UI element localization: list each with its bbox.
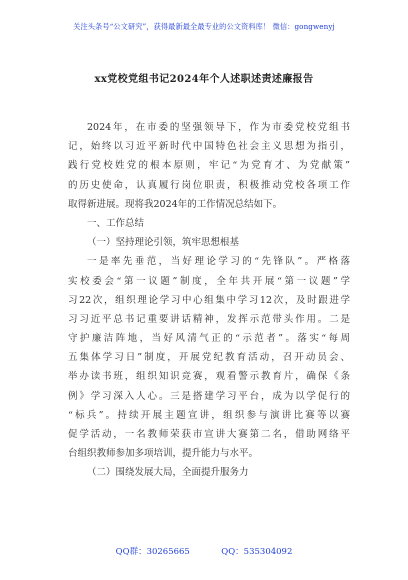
paragraph-line: 守护廉洁阵地，当好风清气正的“示范者”。落实“每周 [68, 333, 350, 345]
paragraph-line: 台组织教师参加多项培训，提升能力与水平。 [68, 448, 259, 460]
paragraph-line: 2024年，在市委的坚强领导下，作为市委党校党组书 [87, 122, 350, 133]
paragraph-line: 习22次，组织理论学习中心组集中学习12次，及时跟进学 [68, 294, 350, 306]
paragraph-line: 习习近平总书记重要讲话精神，发挥示范带头作用。二是 [68, 313, 350, 325]
paragraph-line: “标兵”。持续开展主题宣讲，组织参与演讲比赛等以赛 [68, 409, 350, 421]
paragraph-line: 举办读书班，组织知识竞赛，观看警示教育片，确保《条 [68, 371, 350, 383]
paragraph-line: 践行党校姓党的根本原则，牢记“为党育才、为党献策” [68, 160, 350, 172]
paragraph-line: 取得新进展。现将我2024年的工作情况总结如下。 [68, 198, 283, 210]
document-body [68, 118, 350, 483]
paragraph-line: 实校委会“第一议题”制度，全年共开展“第一议题”学 [68, 275, 350, 287]
paragraph-line: 五集体学习日”制度，开展党纪教育活动，召开动员会、 [68, 352, 350, 364]
header-banner[interactable]: 关注头条号“公文研究”，获得最新最全最专业的公文资料库！ 微信：gongwenyj [73, 22, 335, 31]
document-title: xx党校党组书记2024年个人述职述责述廉报告 [94, 74, 314, 85]
paragraph-line: 促学活动，一名教师荣获市宣讲大赛第二名，借助网络平 [68, 429, 350, 440]
subsection-heading: （二）围绕发展大局，全面提升服务力 [87, 467, 249, 479]
paragraph-line: 记，始终以习近平新时代中国特色社会主义思想为指引， [68, 141, 350, 153]
footer-qq-group[interactable]: QQ群：30265665 [115, 547, 190, 557]
footer-contact [0, 545, 408, 557]
footer-qq-number[interactable]: QQ：535304092 [221, 547, 293, 557]
paragraph-line: 例》学习深入人心。三是搭建学习平台，成为以学促行的 [68, 390, 350, 402]
paragraph-line: 一是率先垂范，当好理论学习的“先锋队”。严格落 [87, 256, 350, 268]
subsection-heading: （一）坚持理论引领，筑牢思想根基 [87, 237, 240, 249]
section-heading: 一、工作总结 [87, 217, 145, 229]
paragraph-line: 的历史使命，认真履行岗位职责，积极推动党校各项工作 [68, 179, 350, 191]
